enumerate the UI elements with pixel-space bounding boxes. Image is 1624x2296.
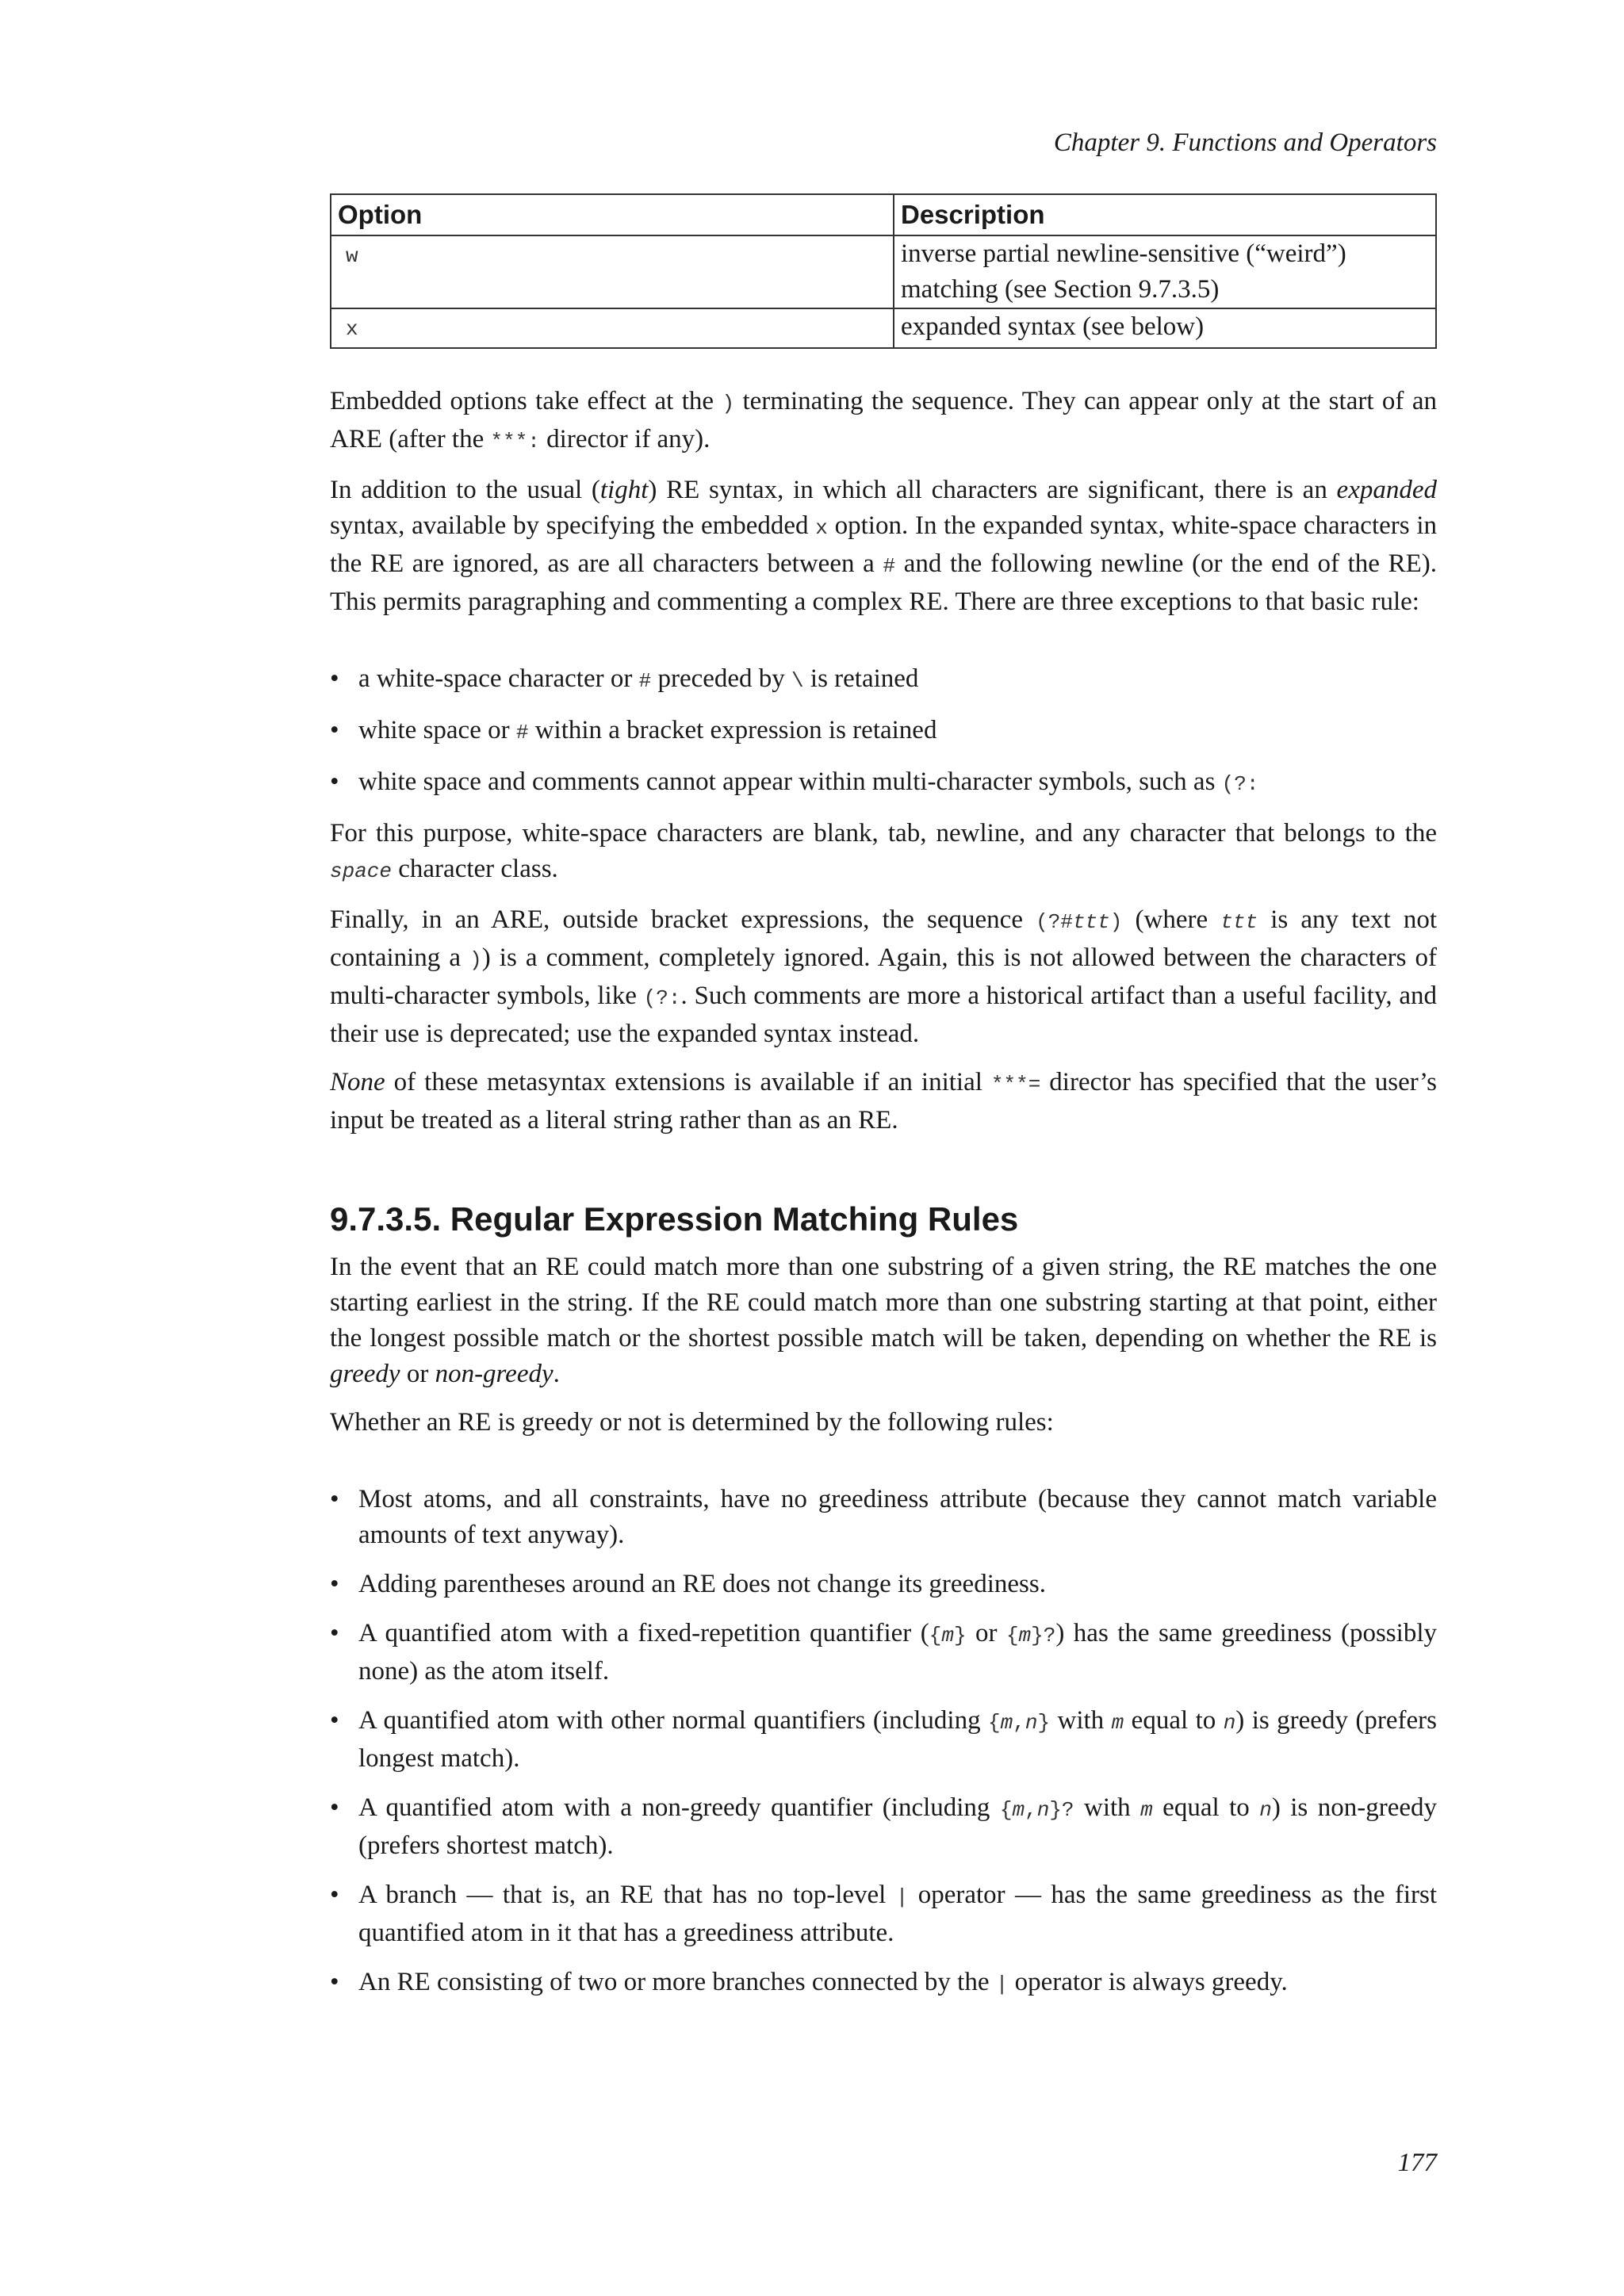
text: Embedded options take effect at the xyxy=(330,387,722,415)
bullet-icon: • xyxy=(330,1485,339,1513)
inline-code: m xyxy=(1140,1798,1153,1822)
inline-code: m xyxy=(1018,1624,1032,1647)
text: . xyxy=(553,1360,560,1388)
inline-code: ) xyxy=(469,948,482,972)
inline-code: (?: xyxy=(1221,772,1259,796)
inline-code: { xyxy=(988,1711,1001,1735)
text: with xyxy=(1074,1793,1141,1822)
inline-code: m xyxy=(1012,1798,1025,1822)
description-cell xyxy=(894,235,1436,308)
text: within a bracket expression is retained xyxy=(528,716,937,744)
inline-code: { xyxy=(929,1624,942,1647)
text: is any text not containing a xyxy=(330,905,1437,972)
inline-code: (?: xyxy=(643,986,681,1010)
inline-code: ttt xyxy=(1072,910,1110,934)
text: ) has the same greediness (possibly none) as the atom itself. xyxy=(358,1619,1437,1686)
text: ) is a comment, completely ignored. Again, this is not allowed between the characters of multi-character symbols, like xyxy=(330,943,1438,1010)
inline-code: } xyxy=(953,1624,967,1647)
inline-code: space xyxy=(330,859,393,883)
text: terminating the sequence. They can appear only at the start of an ARE (after the xyxy=(330,387,1437,453)
list-item xyxy=(330,661,1437,699)
inline-code: m xyxy=(1111,1711,1124,1735)
inline-code: ttt xyxy=(1220,910,1258,934)
emphasis: expanded xyxy=(1336,476,1437,504)
option-cell xyxy=(331,235,894,308)
table-header-option: Option xyxy=(331,194,894,235)
paragraph xyxy=(330,816,1437,890)
inline-code: n xyxy=(1259,1798,1272,1822)
description-line: matching (see Section 9.7.3.5) xyxy=(901,275,1220,304)
text: A quantified atom with other normal quantifiers (including xyxy=(358,1706,989,1735)
text: or xyxy=(966,1619,1006,1647)
option-cell xyxy=(331,308,894,348)
text: white space and comments cannot appear within multi-character symbols, such as xyxy=(358,767,1222,796)
text: A branch — that is, an RE that has no top-level xyxy=(358,1881,896,1909)
option-code: w xyxy=(346,244,358,268)
text: is retained xyxy=(803,664,919,693)
inline-code: { xyxy=(999,1798,1013,1822)
text: equal to xyxy=(1124,1706,1224,1735)
emphasis: greedy xyxy=(330,1360,400,1388)
text: equal to xyxy=(1152,1793,1260,1822)
text: ) RE syntax, in which all characters are significant, there is an xyxy=(648,476,1337,504)
inline-code: | xyxy=(895,1885,909,1909)
inline-code: n xyxy=(1036,1798,1050,1822)
list-item xyxy=(330,1703,1437,1777)
text: option. In the expanded syntax, white-space characters in the RE are ignored, as are all characters between a xyxy=(330,511,1437,578)
emphasis: tight xyxy=(599,476,649,504)
inline-code: n xyxy=(1223,1711,1236,1735)
inline-code: , xyxy=(1025,1798,1037,1822)
table-row xyxy=(331,235,1436,308)
text: Whether an RE is greedy or not is determined by the following rules: xyxy=(330,1408,1054,1437)
text: Most atoms, and all constraints, have no greediness attribute (because they cannot match variable amounts of text anyway). xyxy=(358,1485,1437,1549)
inline-code: ) xyxy=(1109,910,1123,934)
paragraph xyxy=(330,1249,1437,1392)
list-item xyxy=(330,1790,1437,1864)
exceptions-list xyxy=(330,661,1437,802)
text: . Such comments are more a historical artifact than a useful facility, and their use is deprecated; use the expanded syntax instead. xyxy=(330,982,1438,1048)
paragraph xyxy=(330,902,1437,1052)
description-line: expanded syntax (see below) xyxy=(901,312,1205,341)
bullet-icon: • xyxy=(330,1881,339,1909)
inline-code: \ xyxy=(791,669,804,693)
description-cell xyxy=(894,308,1436,348)
paragraph xyxy=(330,473,1437,620)
list-item xyxy=(330,764,1437,802)
description-line: inverse partial newline-sensitive (“weird”) xyxy=(901,239,1346,268)
document-page xyxy=(330,0,1437,2296)
inline-code: , xyxy=(1013,1711,1025,1735)
table-header-row xyxy=(331,194,1436,235)
text: or xyxy=(400,1360,435,1388)
text: white space or xyxy=(358,716,516,744)
inline-code: # xyxy=(638,669,652,693)
inline-code: m xyxy=(941,1624,954,1647)
text: syntax, available by specifying the embedded xyxy=(330,511,816,540)
paragraph xyxy=(330,1405,1437,1441)
page-number: 177 xyxy=(1397,2149,1437,2177)
text: director has specified that the user’s input be treated as a literal string rather than as an RE. xyxy=(330,1068,1437,1135)
paragraph xyxy=(330,1065,1437,1138)
inline-code: { xyxy=(1005,1624,1019,1647)
text: director if any). xyxy=(539,425,710,453)
inline-code: }? xyxy=(1031,1624,1056,1647)
bullet-icon: • xyxy=(330,1968,339,1996)
text: Adding parentheses around an RE does not change its greediness. xyxy=(358,1570,1046,1598)
text: Finally, in an ARE, outside bracket expressions, the sequence xyxy=(330,905,1036,934)
text: For this purpose, white-space characters are blank, tab, newline, and any character that belongs to the xyxy=(330,819,1437,848)
bullet-icon: • xyxy=(330,716,339,744)
inline-code: ***= xyxy=(990,1073,1041,1096)
bullet-icon: • xyxy=(330,1706,339,1735)
greediness-rules-list xyxy=(330,1482,1437,2003)
text: A quantified atom with a non-greedy quantifier (including xyxy=(358,1793,1000,1822)
text: ) is greedy (prefers longest match). xyxy=(358,1706,1437,1773)
list-item xyxy=(330,1482,1437,1553)
text: preceded by xyxy=(651,664,792,693)
text: and the following newline (or the end of the RE). This permits paragraphing and commenting a complex RE. There are three exceptions to that basic rule: xyxy=(330,549,1437,616)
inline-code: }? xyxy=(1049,1798,1074,1822)
inline-code: m xyxy=(1000,1711,1013,1735)
emphasis: None xyxy=(330,1068,385,1096)
table-header-description: Description xyxy=(894,194,1436,235)
body-content xyxy=(330,384,1437,2016)
text: An RE consisting of two or more branches connected by the xyxy=(358,1968,996,1996)
running-header: Chapter 9. Functions and Operators xyxy=(1053,128,1437,157)
bullet-icon: • xyxy=(330,1619,339,1647)
inline-code: } xyxy=(1037,1711,1051,1735)
text: character class. xyxy=(392,855,558,883)
inline-code: | xyxy=(995,1973,1009,1996)
text: (where xyxy=(1122,905,1221,934)
bullet-icon: • xyxy=(330,1570,339,1598)
list-item xyxy=(330,1877,1437,1951)
list-item xyxy=(330,1965,1437,2003)
section-heading: 9.7.3.5. Regular Expression Matching Rules xyxy=(330,1200,1019,1238)
bullet-icon: • xyxy=(330,664,339,693)
bullet-icon: • xyxy=(330,767,339,796)
text: operator — has the same greediness as the first quantified atom in it that has a greediness attribute. xyxy=(358,1881,1438,1947)
text: operator is always greedy. xyxy=(1008,1968,1288,1996)
emphasis: non-greedy xyxy=(435,1360,553,1388)
list-item xyxy=(330,713,1437,751)
text: of these metasyntax extensions is available if an initial xyxy=(385,1068,991,1096)
options-table xyxy=(330,193,1437,349)
paragraph xyxy=(330,384,1437,460)
text: ) is non-greedy (prefers shortest match). xyxy=(358,1793,1437,1860)
inline-code: ) xyxy=(722,392,735,415)
inline-code: # xyxy=(883,554,896,578)
inline-code: ***: xyxy=(490,430,540,453)
text: a white-space character or xyxy=(358,664,639,693)
table-row xyxy=(331,308,1436,348)
inline-code: (?# xyxy=(1036,910,1073,934)
text: A quantified atom with a fixed-repetition quantifier ( xyxy=(358,1619,929,1647)
text: In the event that an RE could match more than one substring of a given string, the RE matches the one starting earliest in the string. If the RE could match more than one substring starting at that point, either the longest possible match or the shortest possible match will be taken, depending on whether the RE is xyxy=(330,1253,1437,1353)
list-item xyxy=(330,1567,1437,1602)
text: In addition to the usual ( xyxy=(330,476,600,504)
inline-code: x xyxy=(815,516,828,540)
bullet-icon: • xyxy=(330,1793,339,1822)
inline-code: n xyxy=(1025,1711,1038,1735)
option-code: x xyxy=(346,317,358,341)
text: with xyxy=(1050,1706,1112,1735)
list-item xyxy=(330,1616,1437,1689)
inline-code: # xyxy=(515,721,529,744)
